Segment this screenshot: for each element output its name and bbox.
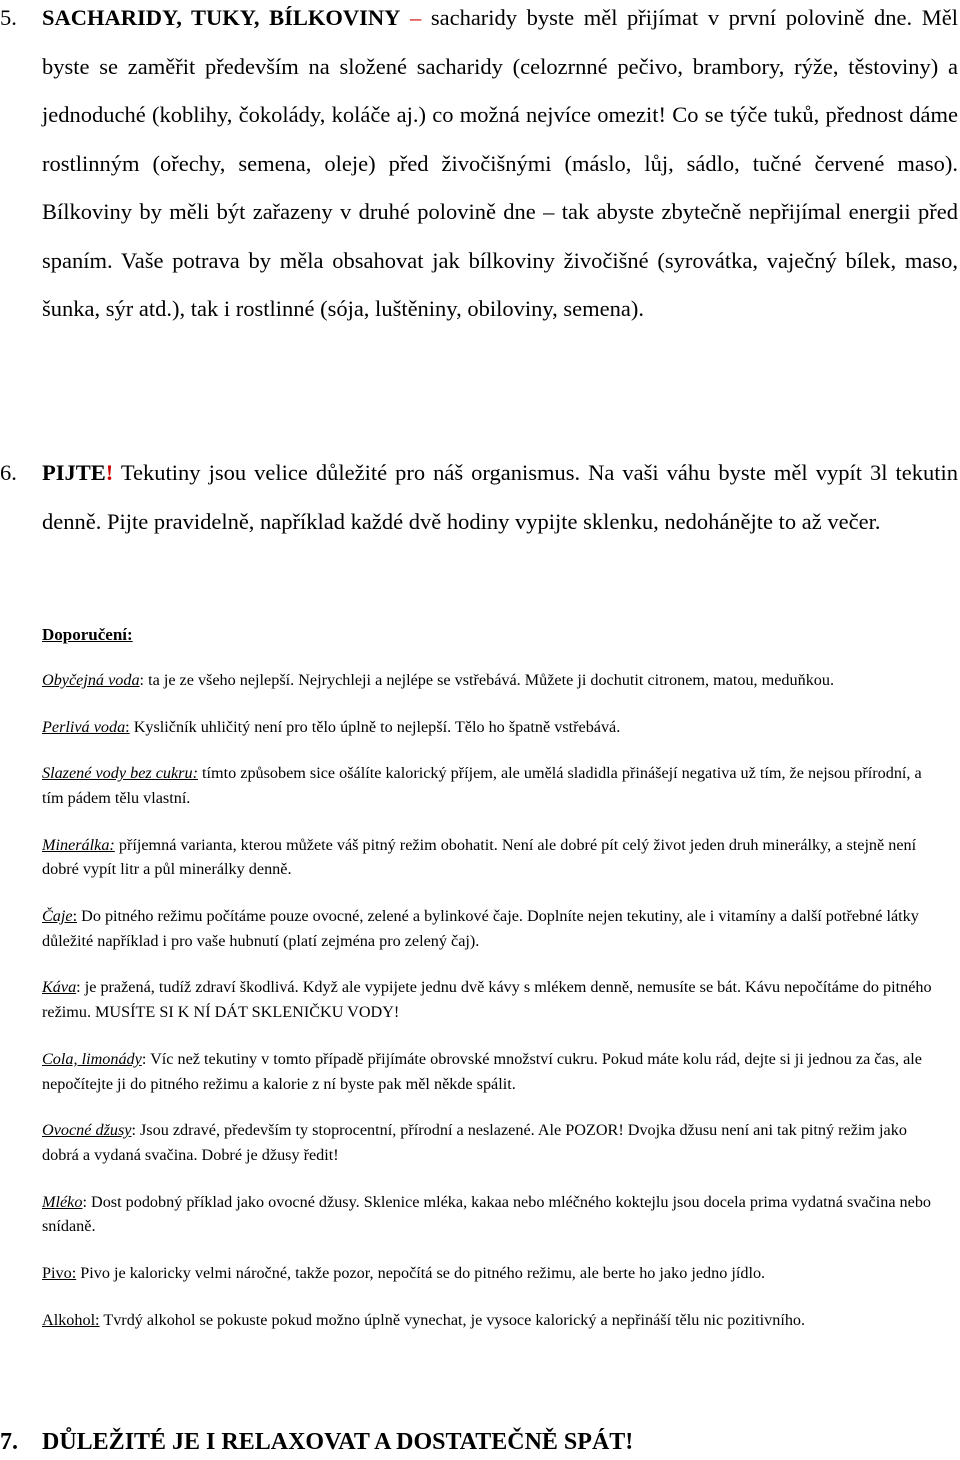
entry-text: Víc než tekutiny v tomto případě přijímáte obrovské množství cukru. Pokud máte kolu rád, dejte si ji jednou za čas, ale nepočítejte ji do pitného režimu a kalorie z ní byste pak měl někde spálit. bbox=[42, 1049, 922, 1093]
section-6-text: Tekutiny jsou velice důležité pro náš organismus. Na vaši váhu byste měl vypít 3l tekutin denně. Pijte pravidelně, například každé dvě hodiny vypijte sklenku, nedohánějte to až večer. bbox=[42, 460, 958, 534]
section-5-heading: SACHARIDY, TUKY, BÍLKOVINY bbox=[42, 5, 401, 30]
section-7 bbox=[0, 1426, 958, 1458]
entry-cola-limonady bbox=[42, 1047, 947, 1097]
section-7-number: 7. bbox=[0, 1429, 18, 1455]
entry-label: Káva bbox=[42, 978, 77, 997]
section-5-text: sacharidy byste měl přijímat v první polovině dne. Měl byste se zaměřit především na složené sacharidy (celozrnné pečivo, brambory, rýže, těstoviny) a jednoduché (koblihy, čokolády, koláče aj.) co možná nejvíce omezit! Co se týče tuků, přednost dáme rostlinným (ořechy, semena, oleje) před živočišnými (máslo, lůj, sádlo, tučné červené maso). Bílkoviny by měli být zařazeny v druhé polovině dne – tak abyste zbytečně nepřijímal energii před spaním. Vaše potrava by měla obsahovat jak bílkoviny živočišné (syrovátka, vaječný bílek, maso, šunka, sýr atd.), tak i rostlinné (sója, luštěniny, obiloviny, semena). bbox=[42, 5, 958, 321]
entry-alkohol bbox=[42, 1308, 947, 1333]
entry-label: Ovocné džusy bbox=[42, 1121, 132, 1140]
section-6-heading: PIJTE bbox=[42, 460, 106, 485]
recommendations-list bbox=[42, 668, 947, 1354]
entry-label: Perlivá voda bbox=[42, 717, 126, 736]
section-6-number: 6. bbox=[0, 460, 17, 485]
section-5-dash: – bbox=[400, 5, 431, 30]
entry-label: Minerálka: bbox=[42, 835, 115, 854]
entry-text: Pivo je kaloricky velmi náročné, takže pozor, nepočítá se do pitného režimu, ale berte ho jako jedno jídlo. bbox=[76, 1263, 766, 1282]
section-6-body bbox=[42, 449, 958, 546]
entry-separator: : bbox=[72, 906, 78, 925]
entry-separator: : bbox=[125, 717, 130, 736]
entry-label: Obyčejná voda bbox=[42, 671, 140, 689]
section-6-exclamation: ! bbox=[105, 460, 114, 485]
entry-label: Alkohol: bbox=[42, 1310, 100, 1329]
recommendations-title: Doporučení: bbox=[42, 625, 133, 644]
entry-text: Kysličník uhličitý není pro tělo úplně to nejlepší. Tělo ho špatně vstřebává. bbox=[129, 717, 621, 736]
entry-label: Pivo: bbox=[42, 1263, 77, 1282]
entry-text: ta je ze všeho nejlepší. Nejrychleji a nejlépe se vstřebává. Můžete ji dochutit citronem, matou, meduňkou. bbox=[144, 671, 835, 689]
section-6 bbox=[0, 449, 958, 546]
entry-text: Do pitného režimu počítáme pouze ovocné, zelené a bylinkové čaje. Doplníte nejen tekutiny, ale i vitamíny a další potřebné látky důležité například i pro vaše hubnutí (platí zejména pro zelený čaj). bbox=[42, 906, 919, 950]
section-7-heading: DŮLEŽITÉ JE I RELAXOVAT A DOSTATEČNĚ SPÁT! bbox=[42, 1429, 634, 1455]
section-5-number: 5. bbox=[0, 5, 17, 30]
entry-kava bbox=[42, 975, 947, 1025]
entry-label: Cola, limonády bbox=[42, 1049, 142, 1068]
section-5 bbox=[0, 0, 958, 334]
entry-text: příjemná varianta, kterou můžete váš pitný režim obohatit. Není ale dobré pít celý život jeden druh minerálky, a stejně není dobré vypít litr a půl minerálky denně. bbox=[42, 835, 917, 879]
entry-caje bbox=[42, 904, 947, 954]
entry-text: tímto způsobem sice ošálíte kalorický příjem, ale umělá sladidla přinášejí negativa už tím, že nejsou přírodní, a tím pádem tělu vlastní. bbox=[42, 764, 922, 807]
entry-perliva-voda bbox=[42, 715, 947, 740]
section-5-body bbox=[42, 0, 958, 334]
entry-pivo bbox=[42, 1261, 947, 1286]
entry-text: Dost podobný příklad jako ovocné džusy. Sklenice mléka, kakaa nebo mléčného koktejlu jsou docela prima vydatná svačina nebo snídaně. bbox=[42, 1192, 932, 1236]
entry-text: Jsou zdravé, především ty stoprocentní, přírodní a neslazené. Ale POZOR! Dvojka džusu není ani tak pitný režim jako dobrá a vydaná svačina. Dobré je džusy ředit! bbox=[42, 1121, 907, 1164]
entry-separator: : bbox=[131, 1121, 136, 1140]
entry-label: Slazené vody bez cukru: bbox=[42, 764, 198, 783]
entry-text: je pražená, tudíž zdraví škodlivá. Když ale vypijete jednu dvě kávy s mlékem denně, nemusíte se bát. Kávu nepočítáme do pitného režimu. MUSÍTE SI K NÍ DÁT SKLENIČKU VODY! bbox=[42, 978, 932, 1022]
entry-obycejna-voda bbox=[42, 668, 947, 693]
entry-separator: : bbox=[141, 1049, 147, 1068]
entry-slazene-vody bbox=[42, 761, 947, 811]
entry-separator: : bbox=[139, 671, 145, 689]
entry-mleko bbox=[42, 1190, 947, 1240]
entry-text: Tvrdý alkohol se pokuste pokud možno úplně vynechat, je vysoce kalorický a nepřináší tělu nic pozitivního. bbox=[99, 1310, 806, 1329]
entry-separator: : bbox=[82, 1192, 87, 1211]
entry-label: Mléko bbox=[42, 1192, 83, 1211]
entry-ovocne-dzusy bbox=[42, 1118, 947, 1168]
entry-separator: : bbox=[76, 978, 81, 997]
entry-mineralka bbox=[42, 833, 947, 883]
entry-label: Čaje bbox=[42, 906, 73, 925]
